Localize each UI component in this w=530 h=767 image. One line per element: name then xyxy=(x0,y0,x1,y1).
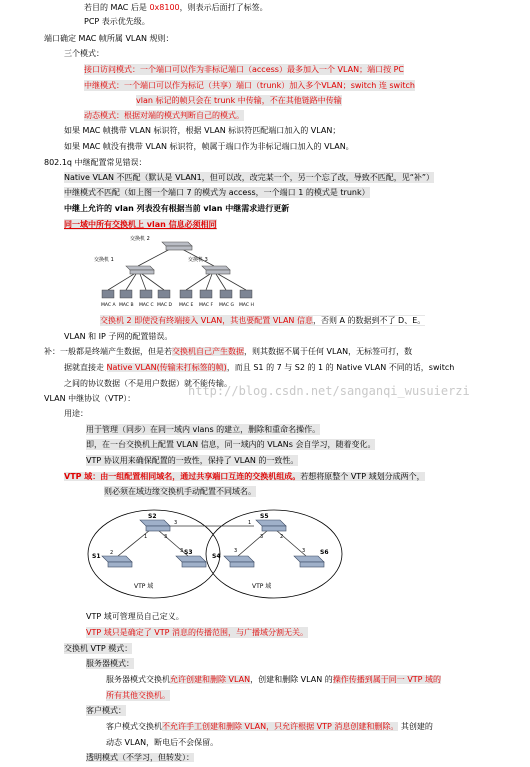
switch-icon xyxy=(230,562,254,567)
host-label: MAC A xyxy=(101,303,116,308)
text-line: 客户模式交换机不允许手工创建和删除 VLAN，只允许根据 VTP 消息创建和删除。 其创建的 xyxy=(106,722,433,731)
switch-label: S3 xyxy=(184,549,193,556)
switch-label: 交换机 2 xyxy=(130,236,150,242)
switch-label: S5 xyxy=(260,513,269,520)
port-label: 3 xyxy=(180,548,184,554)
computer-icon xyxy=(220,290,232,298)
section-heading: 端口确定 MAC 帧所属 VLAN 规则： xyxy=(44,34,174,43)
host-label: MAC B xyxy=(119,303,134,308)
host-label: MAC E xyxy=(179,303,194,308)
switch-icon xyxy=(300,562,324,567)
computer-icon xyxy=(158,290,170,298)
port-label: 3 xyxy=(302,548,306,554)
text-line: 交换机 2 即使没有终端接入 VLAN，其也要配置 VLAN 信息，否则 A 的数据到不了 D、E。 xyxy=(100,316,426,325)
text-line: 中继上允许的 vlan 列表没有根据当前 vlan 中继需求进行更新 xyxy=(64,204,290,213)
text-line: 动态 VLAN，断电后不会保留。 xyxy=(106,738,219,747)
port-label: 1 xyxy=(144,534,148,540)
switch-icon xyxy=(224,556,254,562)
text-line: 服务器模式交换机允许创建和删除 VLAN，创建和删除 VLAN 的操作传播到属于同一 VTP 域的 xyxy=(106,675,442,684)
port-label: 2 xyxy=(110,550,114,556)
switch-label: 交换机 3 xyxy=(188,257,208,263)
section-heading: 交换机 VTP 模式： xyxy=(64,644,133,653)
text-line: 三个模式： xyxy=(64,49,104,58)
text-line: 之间的协议数据（不是用户数据）就不能传输。 xyxy=(64,379,232,388)
switch-icon xyxy=(130,270,154,274)
computer-icon xyxy=(102,290,114,298)
switch-icon xyxy=(202,266,230,270)
computer-icon xyxy=(240,290,252,298)
text-line: 动态模式：根据对端的模式判断自己的模式。 xyxy=(84,111,244,120)
text-line: VLAN 和 IP 子网的配置错误。 xyxy=(64,332,173,341)
text-line: 如果 MAC 帧携带 VLAN 标识符，根据 VLAN 标识符匹配端口加入的 VLAN； xyxy=(64,126,341,135)
port-label: 3 xyxy=(234,548,238,554)
text-line: 据就直接走 Native VLAN(传输未打标签的帧)，而且 S1 的 7 与 S2 的 1 的 Native VLAN 不同的话，switch xyxy=(64,363,455,372)
port-label: 3 xyxy=(260,534,264,540)
domain-label: VTP 域 xyxy=(252,583,272,590)
section-heading: 802.1q 中继配置常见错误： xyxy=(44,158,147,167)
switch-label: S4 xyxy=(212,553,221,560)
text-line: VTP 域：由一组配置相同域名，通过共享端口互连的交换机组成。若想将原整个 VTP 域划分成两个， xyxy=(64,472,425,481)
domain-label: VTP 域 xyxy=(134,583,154,590)
computer-icon xyxy=(180,290,192,298)
text-line: 即，在一台交换机上配置 VLAN 信息，同一域内的 VLANs 会自学习，随着变化。 xyxy=(86,440,376,449)
text-line: 则必须在域边缘交换机手动配置不同域名。 xyxy=(104,487,256,496)
switch-icon xyxy=(108,562,132,567)
text-line: Native VLAN 不匹配（默认是 VLAN1，但可以改，改完某一个，另一个忘了改，导致不匹配，见“补”） xyxy=(64,173,435,182)
text-line: VTP 协议用来确保配置的一致性，保持了 VLAN 的一致性。 xyxy=(86,456,299,465)
text-line: 客户模式： xyxy=(86,706,126,715)
computer-icon xyxy=(200,290,212,298)
text-line: 中继模式不匹配（如上图一个端口 7 的模式为 access，一个端口 1 的模式是 trunk） xyxy=(64,188,370,197)
switch-icon xyxy=(140,520,170,526)
switch-label: S2 xyxy=(148,513,157,520)
text-line: 所有其他交换机。 xyxy=(106,691,170,700)
text-line: vlan 标记的帧只会在 trunk 中传输，不在其他链路中传输 xyxy=(136,96,342,105)
text-line: 若目的 MAC 后是 0x8100，则表示后面打了标签。 xyxy=(84,3,268,12)
switch-icon xyxy=(176,556,206,562)
port-label: 3 xyxy=(164,534,168,540)
text-line: 如果 MAC 帧没有携带 VLAN 标识符，帧属于端口作为非标记端口加入的 VLAN。 xyxy=(64,142,354,151)
host-label: MAC G xyxy=(219,303,234,308)
text-line: PCP 表示优先级。 xyxy=(84,17,150,26)
switch-label: S1 xyxy=(92,553,101,560)
text-line: VTP 域可管理员自己定义。 xyxy=(86,612,184,621)
text-line: 同一域中所有交换机上 vlan 信息必须相同 xyxy=(64,220,217,229)
host-label: MAC D xyxy=(157,303,172,308)
port-label: 1 xyxy=(248,520,252,526)
switch-icon xyxy=(126,266,154,270)
switch-icon xyxy=(256,520,286,526)
text-line: 用途： xyxy=(64,409,88,418)
text-line: 用于管理（同步）在同一域内 vlans 的建立，删除和重命名操作。 xyxy=(86,425,321,434)
text-line: VTP 域只是确定了 VTP 消息的传播范围，与广播域分割无关。 xyxy=(86,628,308,637)
host-label: MAC C xyxy=(139,303,154,308)
vtp-domain-figure xyxy=(84,508,384,602)
switch-icon xyxy=(294,556,324,562)
port-label: 2 xyxy=(280,534,284,540)
text-line: 服务器模式： xyxy=(86,659,134,668)
switch-icon xyxy=(182,562,206,567)
text-line: 补：一般都是终端产生数据，但是若交换机自己产生数据，则其数据不属于任何 VLAN，无标签可打，数 xyxy=(44,347,413,356)
switch-topology-figure xyxy=(92,234,262,308)
text-line: 中继模式：一个端口可以作为标记（共享）端口（trunk）加入多个VLAN；switch 连 switch xyxy=(84,81,415,90)
section-heading: VLAN 中继协议（VTP）： xyxy=(44,394,136,403)
watermark: http://blog.csdn.net/sanganqi_wusuierzi xyxy=(188,384,470,398)
host-label: MAC H xyxy=(239,303,254,308)
text-line: 透明模式（不学习，但转发）： xyxy=(86,753,194,762)
switch-label: S6 xyxy=(320,549,329,556)
switch-icon xyxy=(146,526,170,531)
switch-icon xyxy=(262,526,286,531)
switch-icon xyxy=(166,246,192,250)
switch-icon xyxy=(162,242,192,246)
text-line: 接口访问模式：一个端口可以作为非标记端口（access）最多加入一个 VLAN；端口按 PC xyxy=(84,65,405,74)
computer-icon xyxy=(140,290,152,298)
host-label: MAC F xyxy=(199,303,214,308)
switch-icon xyxy=(206,270,230,274)
switch-icon xyxy=(102,556,132,562)
switch-label: 交换机 1 xyxy=(94,257,114,263)
port-label: 3 xyxy=(174,520,178,526)
computer-icon xyxy=(120,290,132,298)
